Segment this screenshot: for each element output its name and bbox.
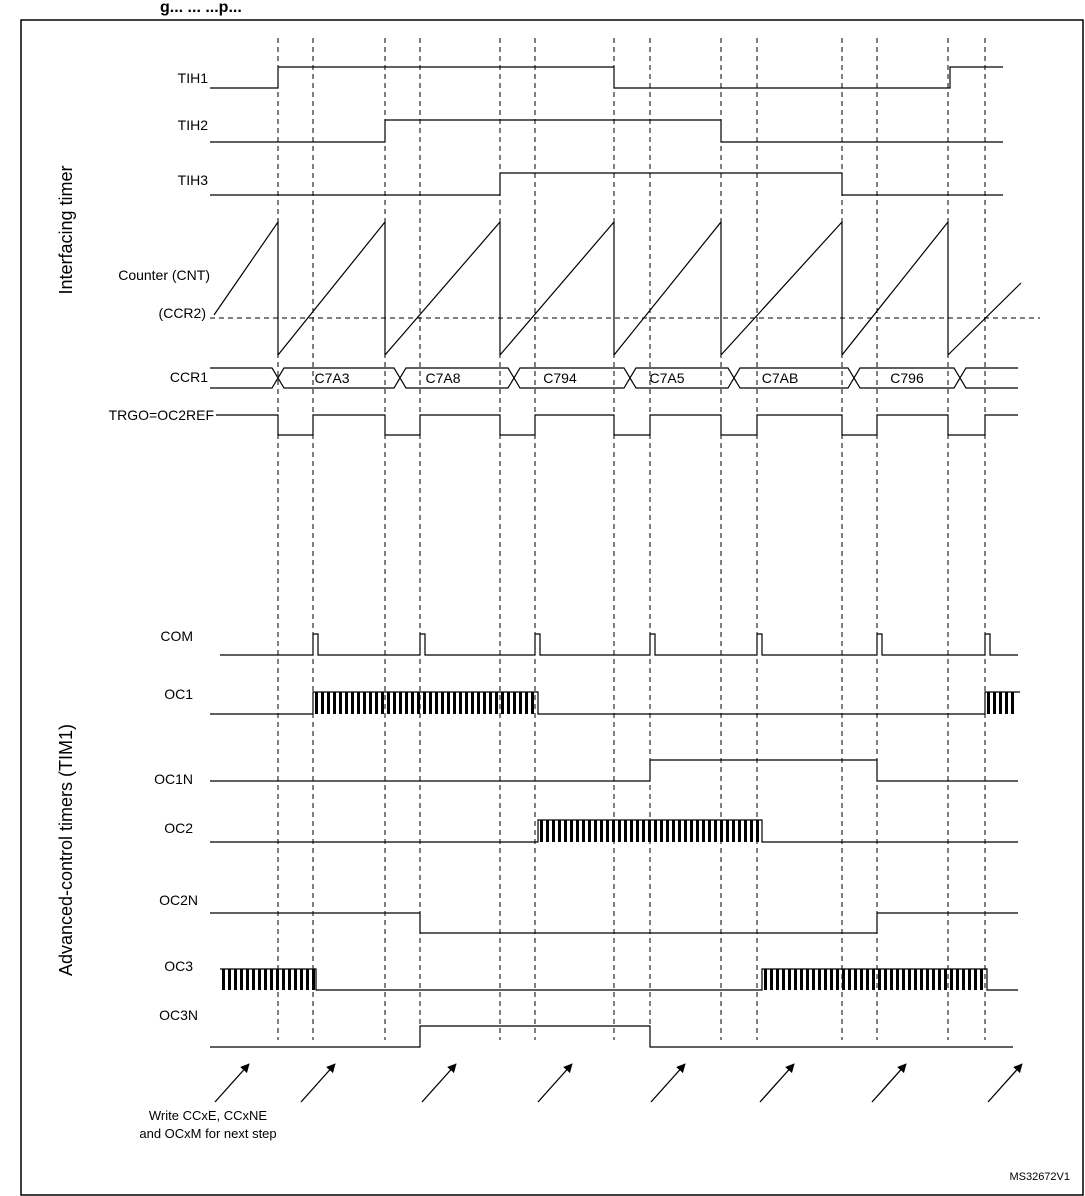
pwm-pulse [471,692,474,714]
pwm-pulse [411,692,414,714]
arrow-icon [422,1064,456,1102]
pwm-pulse [381,692,384,714]
pwm-pulse [288,969,291,990]
pwm-pulse [234,969,237,990]
pwm-pulse [576,820,579,842]
pwm-pulse [501,692,504,714]
pwm-pulse [321,692,324,714]
label-oc1: OC1 [164,686,193,702]
pwm-pulse [606,820,609,842]
event-guidelines [278,38,985,1040]
pwm-pulse [582,820,585,842]
label-ccr1: CCR1 [169,369,208,385]
pwm-pulse [920,969,923,990]
pwm-pulse [642,820,645,842]
pwm-pulse [345,692,348,714]
waveform-oc3n [210,1026,1013,1047]
pwm-pulse [264,969,267,990]
write-step-arrows [215,1064,1022,1102]
pwm-pulse [926,969,929,990]
pwm-pulse [294,969,297,990]
pwm-pulses-oc1 [315,692,1014,714]
pwm-pulse [612,820,615,842]
pwm-pulse [744,820,747,842]
pwm-pulse [836,969,839,990]
pwm-pulse [648,820,651,842]
arrow-icon [538,1064,572,1102]
pwm-pulse [618,820,621,842]
pwm-pulse [878,969,881,990]
pwm-pulse [938,969,941,990]
pwm-pulse [594,820,597,842]
pwm-pulse [453,692,456,714]
pwm-pulse [513,692,516,714]
pwm-pulse [228,969,231,990]
label-oc3: OC3 [164,958,193,974]
pwm-pulse [696,820,699,842]
pwm-pulse [375,692,378,714]
pwm-pulse [570,820,573,842]
label-tih2: TIH2 [177,117,208,133]
pwm-pulse [702,820,705,842]
pwm-pulse [600,820,603,842]
ccr1-value: C794 [543,370,577,386]
pwm-pulse [477,692,480,714]
pwm-pulse [980,969,983,990]
note-line-1: Write CCxE, CCxNE [148,1108,268,1123]
pwm-pulse [258,969,261,990]
label-tih1: TIH1 [177,70,208,86]
arrow-icon [215,1064,249,1102]
pwm-pulse [540,820,543,842]
pwm-pulse [968,969,971,990]
pwm-pulse [300,969,303,990]
pwm-pulse [974,969,977,990]
pwm-pulse [447,692,450,714]
pwm-pulse [956,969,959,990]
pwm-pulse [806,969,809,990]
label-trgo: TRGO=OC2REF [108,407,214,423]
label-oc2n: OC2N [159,892,198,908]
ccr1-value: C7AB [761,370,799,386]
pwm-pulse [866,969,869,990]
pwm-pulse [812,969,815,990]
pwm-pulse [276,969,279,990]
pwm-pulse [902,969,905,990]
pwm-pulse [842,969,845,990]
pwm-pulse [636,820,639,842]
arrow-icon [872,1064,906,1102]
pwm-pulse [489,692,492,714]
label-ccr2: (CCR2) [158,305,206,321]
pwm-pulse [654,820,657,842]
pwm-pulse [770,969,773,990]
pwm-pulse [312,969,315,990]
pwm-pulse [800,969,803,990]
pwm-pulse [860,969,863,990]
pwm-pulses-oc3 [222,969,983,990]
pwm-pulse [333,692,336,714]
pwm-pulse [351,692,354,714]
waveform-tih2 [210,120,1003,142]
pwm-pulse [459,692,462,714]
arrow-icon [988,1064,1022,1102]
pwm-pulse [588,820,591,842]
pwm-pulse [405,692,408,714]
pwm-pulse [369,692,372,714]
pwm-pulse [750,820,753,842]
pwm-pulse [884,969,887,990]
pwm-pulse [282,969,285,990]
pwm-pulse [363,692,366,714]
pwm-pulse [872,969,875,990]
arrow-icon [301,1064,335,1102]
waveform-com [220,634,1018,655]
label-com: COM [160,628,193,644]
pwm-pulse [519,692,522,714]
figure-title-fragment: g... ... ...p... [160,0,242,16]
pwm-pulse [399,692,402,714]
pwm-pulse [738,820,741,842]
arrow-icon [651,1064,685,1102]
pwm-pulse [690,820,693,842]
pwm-pulse [932,969,935,990]
pwm-pulse [914,969,917,990]
pwm-pulse [660,820,663,842]
pwm-pulse [327,692,330,714]
pwm-pulse [465,692,468,714]
pwm-pulse [993,692,996,714]
pwm-pulse [1011,692,1014,714]
note-line-2: and OCxM for next step [139,1126,277,1141]
pwm-pulse [830,969,833,990]
waveform-tih1 [210,67,1003,88]
pwm-pulse [848,969,851,990]
pwm-pulse [531,692,534,714]
group-label-interfacing: Interfacing timer [56,165,76,295]
pwm-pulse [950,969,953,990]
pwm-pulse [666,820,669,842]
pwm-pulse [552,820,555,842]
label-oc2: OC2 [164,820,193,836]
pwm-pulse [558,820,561,842]
pwm-pulse [782,969,785,990]
pwm-pulse [546,820,549,842]
pwm-pulse [387,692,390,714]
pwm-pulse [962,969,965,990]
pwm-pulse [908,969,911,990]
waveform-counter [214,222,1021,355]
pwm-pulse [495,692,498,714]
pwm-pulse [441,692,444,714]
pwm-pulse [764,969,767,990]
pwm-pulse [357,692,360,714]
pwm-pulses-oc2 [540,820,759,842]
pwm-pulse [339,692,342,714]
arrow-icon [760,1064,794,1102]
pwm-pulse [417,692,420,714]
pwm-pulse [630,820,633,842]
pwm-pulse [393,692,396,714]
pwm-pulse [672,820,675,842]
ccr1-value: C796 [890,370,924,386]
pwm-pulse [999,692,1002,714]
pwm-pulse [824,969,827,990]
pwm-pulse [246,969,249,990]
waveform-oc1 [210,692,1020,714]
pwm-pulse [714,820,717,842]
label-tih3: TIH3 [177,172,208,188]
pwm-pulse [270,969,273,990]
pwm-pulse [726,820,729,842]
pwm-pulse [624,820,627,842]
waveform-tih3 [210,173,1003,195]
pwm-pulse [252,969,255,990]
pwm-pulse [788,969,791,990]
label-oc3n: OC3N [159,1007,198,1023]
pwm-pulse [483,692,486,714]
pwm-pulse [435,692,438,714]
pwm-pulse [890,969,893,990]
group-label-advanced: Advanced-control timers (TIM1) [56,723,76,977]
pwm-pulse [708,820,711,842]
pwm-pulse [818,969,821,990]
pwm-pulse [756,820,759,842]
pwm-pulse [564,820,567,842]
pwm-pulse [429,692,432,714]
pwm-pulse [720,820,723,842]
label-oc1n: OC1N [154,771,193,787]
pwm-pulse [732,820,735,842]
pwm-pulse [896,969,899,990]
waveform-trgo [216,415,1018,435]
pwm-pulse [944,969,947,990]
pwm-pulse [507,692,510,714]
ccr1-value: C7A8 [425,370,461,386]
label-counter: Counter (CNT) [118,267,210,283]
pwm-pulse [315,692,318,714]
pwm-pulse [678,820,681,842]
pwm-pulse [222,969,225,990]
pwm-pulse [306,969,309,990]
pwm-pulse [987,692,990,714]
figure-id: MS32672V1 [1009,1171,1070,1183]
ccr1-value: C7A5 [649,370,685,386]
pwm-pulse [854,969,857,990]
pwm-pulse [776,969,779,990]
pwm-pulse [423,692,426,714]
pwm-pulse [525,692,528,714]
pwm-pulse [684,820,687,842]
ccr1-value: C7A3 [314,370,350,386]
pwm-pulse [240,969,243,990]
pwm-pulse [1005,692,1008,714]
pwm-pulse [794,969,797,990]
